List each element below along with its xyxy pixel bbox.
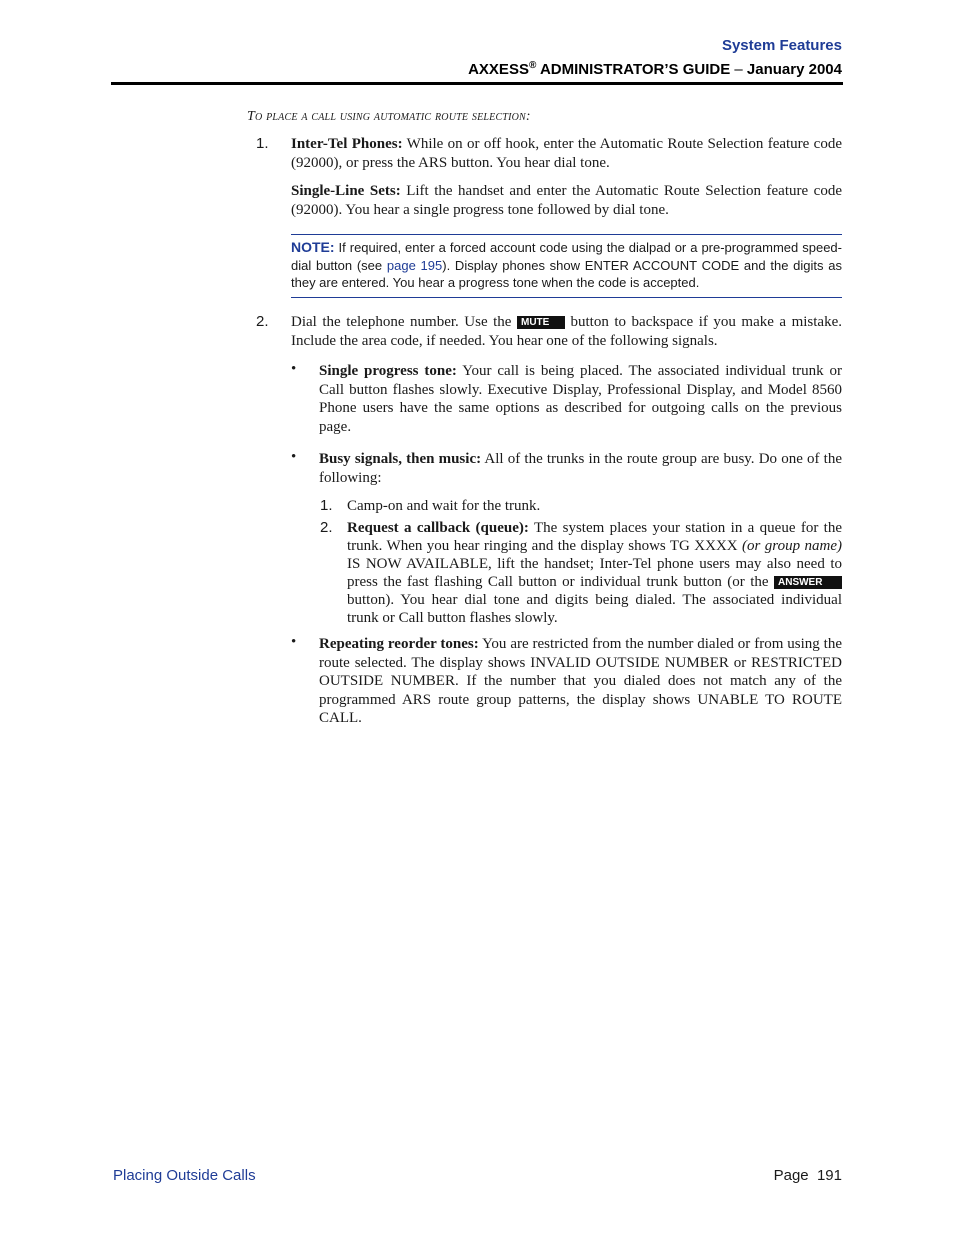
reorder-paragraph <box>319 635 842 728</box>
sub-step-1-number: 1. <box>320 497 333 514</box>
single-progress-label: Single progress tone: <box>319 363 457 379</box>
bullet-single-progress: • <box>291 361 297 377</box>
guide-brand: AXXESS <box>468 61 529 78</box>
callback-text-c: button). You hear dial tone and digits being dialed. The associated individual trunk or Call button flashes slowly. <box>347 592 842 626</box>
intertel-label: Inter-Tel Phones: <box>291 136 403 152</box>
callback-text-b: IS NOW AVAILABLE, lift the handset; Inter-Tel phone users may also need to press the fast flashing Call button or individual trunk button (or the <box>347 556 842 590</box>
callback-text-a: The system places your station in a queue for the trunk. When you hear ringing and the display shows TG XXXX <box>347 520 842 554</box>
page-195-link[interactable]: page 195 <box>386 257 443 273</box>
note-text-before: If required, enter a forced account code using the dialpad or a pre-programmed speed-dial button (see <box>291 240 842 273</box>
sub-step-1-text: Camp-on and wait for the trunk. <box>347 498 541 514</box>
guide-title: ADMINISTRATOR’S GUIDE <box>536 61 731 78</box>
procedure-heading: To place a call using automatic route selection: <box>247 109 531 124</box>
single-progress-text: Your call is being placed. The associated individual trunk or Call button flashes slowly. Executive Display, Professional Display, and Model 8560 Phone users have the same options as described for outgoing calls on the previous page. <box>319 363 842 435</box>
step-1-number: 1. <box>256 135 269 152</box>
busy-text: All of the trunks in the route group are busy. Do one of the following: <box>319 451 842 486</box>
singleline-label: Single-Line Sets: <box>291 183 401 199</box>
busy-paragraph <box>319 450 842 487</box>
header-guide-title <box>468 60 842 78</box>
single-progress-paragraph <box>319 362 842 436</box>
bullet-reorder: • <box>291 634 297 650</box>
registered-mark: ® <box>528 60 537 71</box>
footer-chapter-title: Placing Outside Calls <box>113 1167 256 1184</box>
step-2-text-before: Dial the telephone number. Use the <box>291 314 517 330</box>
sub-step-2-number: 2. <box>320 519 333 536</box>
step-1-intertel-paragraph <box>291 135 842 172</box>
note-text-after: ). Display phones show ENTER ACCOUNT CODE and the digits as they are entered. You hear a progress tone when the code is accepted. <box>291 257 842 290</box>
step-2-paragraph <box>291 313 842 350</box>
note-text <box>291 239 842 292</box>
callback-label: Request a callback (queue): <box>347 520 529 536</box>
callback-italic: (or group name) <box>742 538 842 554</box>
note-label: NOTE: <box>291 239 335 255</box>
bullet-busy: • <box>291 449 297 465</box>
header-section-title: System Features <box>721 37 842 54</box>
step-2-text-after: button to backspace if you make a mistake. Include the area code, if needed. You hear one of the following signals. <box>291 314 842 349</box>
reorder-text: You are restricted from the number dialed or from using the route selected. The display shows INVALID OUTSIDE NUMBER or RESTRICTED OUTSIDE NUMBER. If the number that you dialed does not match any of the programmed ARS route group patterns, the display shows UNABLE TO ROUTE CALL. <box>319 636 843 726</box>
note-box <box>291 234 842 298</box>
header-rule <box>111 82 843 85</box>
footer-page-number: Page 191 <box>773 1167 842 1184</box>
answer-key-icon: ANSWER <box>774 576 842 589</box>
step-1-singleline-paragraph <box>291 182 842 219</box>
guide-dash: – <box>730 61 747 78</box>
busy-label: Busy signals, then music: <box>319 451 482 467</box>
reorder-label: Repeating reorder tones: <box>319 636 479 652</box>
intertel-text: While on or off hook, enter the Automatic Route Selection feature code (92000), or press the ARS button. You hear dial tone. <box>291 136 842 171</box>
sub-step-2-paragraph <box>347 519 842 627</box>
singleline-text: Lift the handset and enter the Automatic Route Selection feature code (92000). You hear a single progress tone followed by dial tone. <box>291 183 842 218</box>
step-2-number: 2. <box>256 313 269 330</box>
guide-date: January 2004 <box>746 61 842 78</box>
mute-key-icon: MUTE <box>517 316 565 329</box>
